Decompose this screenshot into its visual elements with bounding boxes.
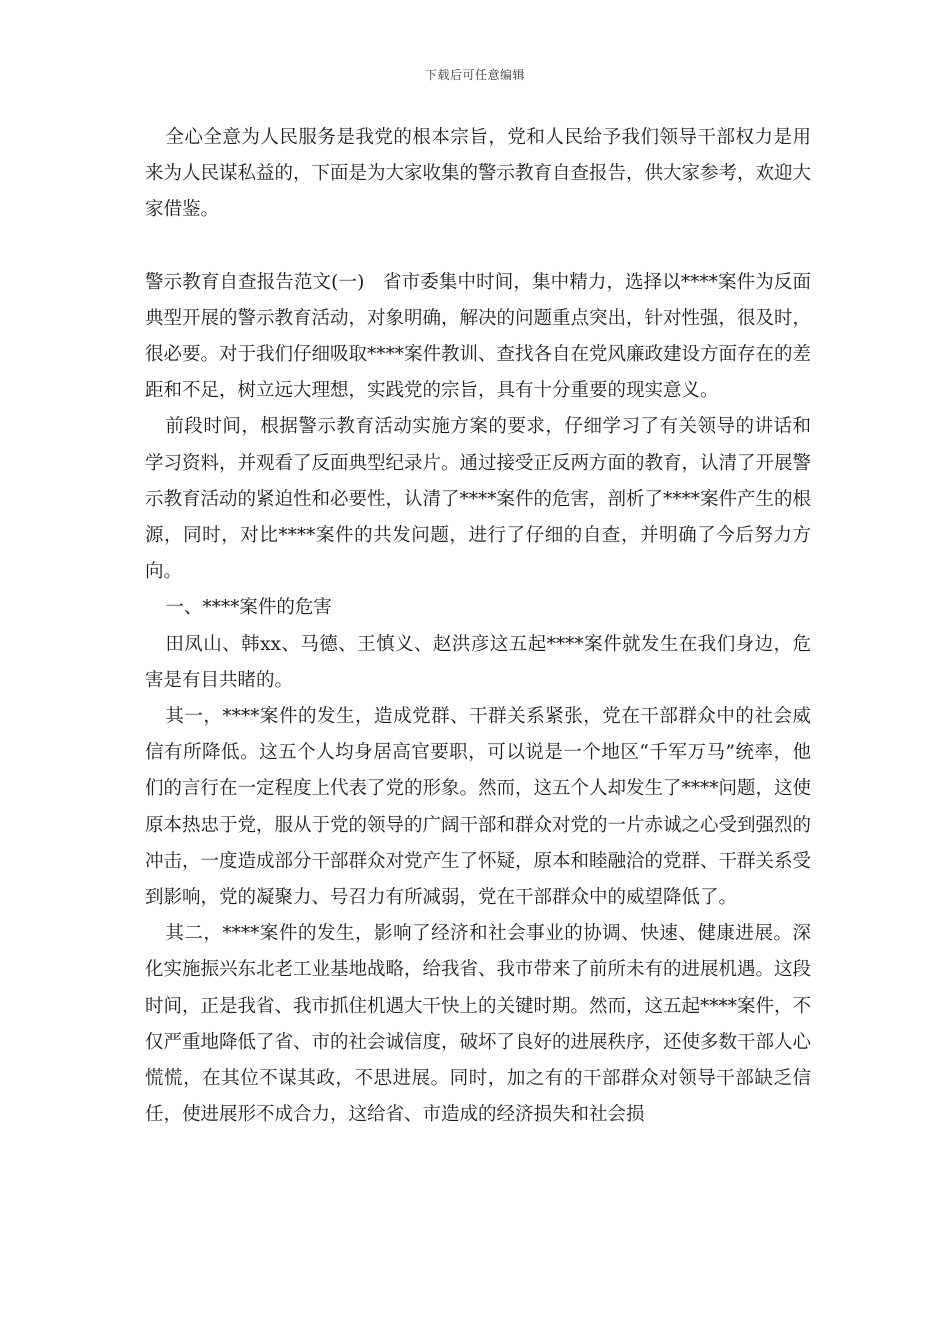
section-heading-harm: 一、****案件的危害: [165, 597, 332, 619]
sample-one-paragraph: 警示教育自查报告范文(一) 省市委集中时间，集中精力，选择以****案件为反面典型开展的警示教育活动，对象明确，解决的问题重点突出，针对性强，很及时，很必要。对于我们仔细吸取****案件教训、查找各自在党风廉政建设方面存在的差距和不足，树立远大理想，实践党的宗旨，具有十分重要的现实意义。: [145, 271, 812, 402]
second-harm-paragraph: 其二，****案件的发生，影响了经济和社会事业的协调、快速、健康进展。深化实施振兴东北老工业基地战略，给我省、我市带来了前所未有的进展机遇。这段时间，正是我省、我市抓住机遇大干快上的关键时期。然而，这五起****案件，不仅严重地降低了省、市的社会诚信度，破坏了良好的进展秩序，还使多数干部人心慌慌，在其位不谋其政，不思进展。同时，加之有的干部群众对领导干部缺乏信任，使进展形不成合力，这给省、市造成的经济损失和社会损: [145, 923, 812, 1126]
document-body: [145, 120, 811, 1133]
cases-paragraph: 田凤山、韩xx、马德、王慎义、赵洪彦这五起****案件就发生在我们身边，危害是有目共睹的。: [145, 633, 811, 691]
intro-paragraph: 全心全意为人民服务是我党的根本宗旨，党和人民给予我们领导干部权力是用来为人民谋私益的，下面是为大家收集的警示教育自查报告，供大家参考，欢迎大家借鉴。: [145, 127, 812, 221]
first-harm-paragraph: 其一，****案件的发生，造成党群、干群关系紧张，党在干部群众中的社会威信有所降低。这五个人均身居高官要职，可以说是一个地区“千军万马”统率，他们的言行在一定程度上代表了党的形象。然而，这五个人却发生了****问题，这使原本热忠于党，服从于党的领导的广阔干部和群众对党的一片赤诚之心受到强烈的冲击，一度造成部分干部群众对党产生了怀疑，原本和睦融洽的党群、干群关系受到影响，党的凝聚力、号召力有所减弱，党在干部群众中的威望降低了。: [145, 706, 812, 909]
page-header-note: 下载后可任意编辑: [424, 68, 525, 82]
paragraph-gap: [145, 229, 811, 265]
study-paragraph: 前段时间，根据警示教育活动实施方案的要求，仔细学习了有关领导的讲话和学习资料，并观看了反面典型纪录片。通过接受正反两方面的教育，认清了开展警示教育活动的紧迫性和必要性，认清了****案件的危害，剖析了****案件产生的根源，同时，对比****案件的共发问题，进行了仔细的自查，并明确了今后努力方向。: [145, 416, 812, 583]
